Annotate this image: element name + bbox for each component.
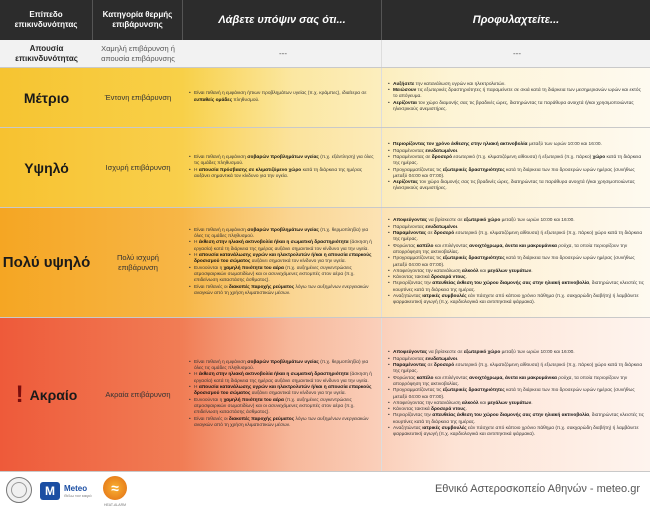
heat-category-cell: Ακραία επιβάρυνση [105,389,171,399]
risk-level-cell: Απουσία επικινδυνότητας [15,43,78,63]
table-row-extreme [0,318,650,472]
protect-cell [382,208,650,317]
note-cell [183,128,382,207]
list-item: • Παραμένοντας σε δροσερό εσωτερικό (π.χ. κλιματιζόμενη αίθουσα) ή εξωτερικό (π.χ. πάρκο) χώρο κατά τη διάρκεια της ημέρας. [388,363,646,376]
exclamation-icon: ! [15,380,24,408]
protect-cell: --- [513,49,521,58]
risk-level-label: Υψηλό [24,159,69,176]
list-item: • Παραμένοντας ενυδατωμένοι. [388,357,646,363]
heat-category-cell: Ισχυρή επιβάρυνση [105,162,171,172]
list-item: • Περιορίζοντας την απευθείας έκθεση του χώρου διαμονής σας στην ηλιακή ακτινοβολία, διατηρώντας κλειστές τις κουρτίνες κατά τη διάρκεια της ημέρας. [388,281,646,294]
header-protect: Προφυλαχτείτε... [382,0,650,40]
list-item: • Περιορίζοντας τον χρόνο έκθεσης στην ηλιακή ακτινοβολία μεταξύ των ωρών 10:00 και 16:00. [388,142,646,148]
list-item: • Παραμένοντας ενυδατωμένοι. [388,149,646,155]
bullet-list [388,350,646,438]
heat-category-cell: Χαμηλή επιβάρυνση ή απουσία επιβάρυνσης [101,43,175,63]
list-item: • Η έκθεση στην ηλιακή ακτινοβολία ή/και η σωματική δραστηριότητα (άσκηση ή εργασία) κατά τη διάρκεια της ημέρας αυξάνει σημαντικά τον κίνδυνο για την υγεία. [189,372,377,385]
header-risk-level: Επίπεδο επικινδυνότητας [0,0,93,40]
bullet-list [189,155,377,180]
list-item: • Παραμένοντας σε δροσερό εσωτερικό (π.χ. κλιματιζόμενη αίθουσα) ή εξωτερικό (π.χ. πάρκο) χώρο κατά τη διάρκεια της ημέρας. [388,231,646,244]
bullet-list [388,142,646,192]
list-item: • Είναι πιθανή η εμφάνιση σοβαρών προβλημάτων υγείας (π.χ. θερμοπληξία) για όλες τις ομάδες πληθυσμού. [189,228,377,241]
list-item: • Ευνοούνται η χαμηλή ποιότητα του αέρα (π.χ. αυξημένες συγκεντρώσεις ατμοσφαιρικών σωματιδίων) και οι ασυνεχόμενες εκπομπές στον αέρα (π.χ. επιδείνωση καταστάσης άσθματος). [189,398,377,417]
protect-cell [382,68,650,127]
list-item: • Αναζητώντας ιατρικές συμβουλές εάν πάσχετε από κάποιο χρόνιο πάθημα (π.χ. σακχαρώδη διαβήτη) ή λαμβάνετε φαρμακευτική αγωγή (π.χ. καρδιολογικά και αντιπηκτικά φάρμακα). [388,294,646,307]
list-item: • Κάνοντας τακτικά δροσερά ντους. [388,275,646,281]
list-item: • Παραμένοντας ενυδατωμένοι. [388,225,646,231]
list-item: • Αναζητώντας ιατρικές συμβουλές εάν πάσχετε από κάποιο χρόνιο πάθημα (π.χ. σακχαρώδη διαβήτη) ή λαμβάνετε φαρμακευτική αγωγή (π.χ. καρδιολογικά και αντιπηκτικά φάρμακα). [388,426,646,439]
list-item: • Είναι πιθανή η εμφάνιση σοβαρών προβλημάτων υγείας (π.χ. θερμοπληξία) για όλες τις ομάδες πληθυσμού. [189,360,377,373]
list-item: • Αερίζοντας τον χώρο διαμονής σας τις βραδινές ώρες, διατηρώντας τα παράθυρα ανοιχτά ή/και χρησιμοποιώντας ηλεκτρικούς ανεμιστήρες. [388,180,646,193]
list-item: • Ευνοούνται η χαμηλή ποιότητα του αέρα (π.χ. αυξημένες συγκεντρώσεις ατμοσφαιρικών σωματιδίων) και οι ασυνεχόμενες εκπομπές στον αέρα (π.χ. επιδείνωση καταστάσης άσθματος). [189,266,377,285]
list-item: • Είναι πιθανές οι διακοπές παροχής ρεύματος λόγω των αυξημένων ενεργειακών αναγκών από τη χρήση κλιματιστικών μέσων. [189,417,377,430]
list-item: • Μειώσουν τις εξωτερικές δραστηριότητες ή παραμείνετε σε σκιά κατά τη διάρκεια των μεσημεριανών ωρών και εκτός το απόγευμα. [388,88,646,101]
table-row-moderate [0,68,650,128]
heat-category-cell: Πολύ ισχυρή επιβάρυνση [117,252,159,272]
protect-cell [382,318,650,471]
list-item: • Φορώντας καπέλο και επιλέγοντας ανοιχτόχρωμα, άνετα και μακρυμάνικα ρούχα, τα οποία περιορίζουν την απορρόφηση της ακτινοβολίας. [388,244,646,257]
list-item: • Φορώντας καπέλο και επιλέγοντας ανοιχτόχρωμα, άνετα και μακρυμάνικα ρούχα, τα οποία περιορίζουν την απορρόφηση της ακτινοβολίας. [388,376,646,389]
list-item: • Η απουσία πρόσβασης σε κλιματιζόμενο χώρο κατά τη διάρκεια της ημέρας αυξάνει σημαντικά τον κίνδυνο για την υγεία. [189,168,377,181]
bullet-list [388,218,646,306]
university-seal-icon [6,477,32,503]
meteo-name: Meteo [64,484,88,493]
meteo-subtitle: Θέλω τον καιρό [64,493,92,498]
list-item: • Προγραμματίζοντας τις εξωτερικές δραστηριότητες κατά τη διάρκεια των πιο δροσερών ωρών ημέρας (συνήθως μεταξύ 04:00 και 07:00). [388,388,646,401]
list-item: • Είναι πιθανή η εμφάνιση σοβαρών προβλημάτων υγείας (π.χ. εξάντληση) για όλες τις ομάδες πληθυσμού. [189,155,377,168]
list-item: • Η έκθεση στην ηλιακή ακτινοβολία ή/και η σωματική δραστηριότητα (άσκηση ή εργασία) κατά τη διάρκεια της ημέρας αυξάνει σημαντικά τον κίνδυνο για την υγεία. [189,240,377,253]
list-item: • Αποφεύγοντας την κατανάλωση αλκοόλ και μεγάλων γευμάτων. [388,401,646,407]
bullet-list [189,91,377,104]
note-cell [183,68,382,127]
table-row-very-high [0,208,650,318]
list-item: • Αερίζονται τον χώρο διαμονής σας τις βραδινές ώρες, διατηρώντας τα παράθυρα ανοιχτά ή/και χρησιμοποιώντας ηλεκτρικούς ανεμιστήρες. [388,101,646,114]
list-item: • Προγραμματίζοντας τις εξωτερικές δραστηριότητες κατά τη διάρκεια των πιο δροσερών ωρών ημέρας (συνήθως μεταξύ 04:00 και 07:00). [388,168,646,181]
list-item: • Αποφεύγοντας να βρίσκεστε σε εξωτερικό χώρο μεταξύ των ωρών 10:00 και 16:00. [388,350,646,356]
note-cell [183,208,382,317]
list-item: • Η απουσία κατανάλωσης υγρών και ηλεκτρολυτών ή/και η απουσία επαρκούς δροσισμού του σώματος αυξάνει σημαντικά τον κίνδυνο για την υγεία. [189,385,377,398]
risk-level-label: Μέτριο [23,89,70,106]
list-item: • Προγραμματίζοντας τις εξωτερικές δραστηριότητες κατά τη διάρκεια των πιο δροσερών ωρών ημέρας (συνήθως μεταξύ 04:00 και 07:00). [388,256,646,269]
table-row-high [0,128,650,208]
bullet-list [189,360,377,429]
header-heat-category: Κατηγορία θερμής επιβάρυνσης [93,0,183,40]
heat-alarm-text: HEAT-ALARM [103,503,127,507]
list-item: • Αυξήσετε την κατανάλωση υγρών και ηλεκτρολυτών. [388,82,646,88]
heat-category-cell: Έντονη επιβάρυνση [104,92,172,102]
list-item: • Είναι πιθανή η εμφάνιση ήπιων προβλημάτων υγείας (π.χ. κράμπες), ιδιαίτερα σε ευπαθείς ομάδες πληθυσμού. [189,91,377,104]
bullet-list [388,82,646,113]
list-item: • Παραμένοντας σε δροσερό εσωτερικό (π.χ. κλιματιζόμενη αίθουσα) ή εξωτερικό (π.χ. πάρκο) χώρο κατά τη διάρκεια της ημέρας. [388,155,646,168]
table-row-no-risk [0,40,650,68]
list-item: • Περιορίζοντας την απευθείας έκθεση του χώρου διαμονής σας στην ηλιακή ακτινοβολία, διατηρώντας κλειστές τις κουρτίνες κατά τη διάρκεια της ημέρας. [388,413,646,426]
meteo-logo-text [64,480,98,502]
list-item: • Αποφεύγοντας να βρίσκεστε σε εξωτερικό χώρο μεταξύ των ωρών 10:00 και 16:00. [388,218,646,224]
bullet-list [189,228,377,297]
protect-cell [382,128,650,207]
list-item: • Η απουσία κατανάλωσης υγρών και ηλεκτρολυτών ή/και η απουσία επαρκούς δροσισμού του σώματος αυξάνει σημαντικά τον κίνδυνο για την υγεία. [189,253,377,266]
note-cell: --- [183,40,382,67]
list-item: • Κάνοντας τακτικά δροσερά ντους. [388,407,646,413]
risk-level-label: Πολύ υψηλό [2,253,91,271]
brand-text[interactable]: Εθνικό Αστεροσκοπείο Αθηνών - meteo.gr [434,483,640,495]
risk-level-text: Ακραίο [29,386,78,403]
header-note: Λάβετε υπόψιν σας ότι... [183,0,382,40]
meteo-logo-icon [40,482,60,500]
table-header [0,0,650,40]
list-item: • Αποφεύγοντας την κατανάλωση αλκοόλ και μεγάλων γευμάτων. [388,269,646,275]
list-item: • Είναι πιθανές οι διακοπές παροχής ρεύματος λόγω των αυξημένων ενεργειακών αναγκών από τη χρήση κλιματιστικών μέσων. [189,285,377,298]
heat-alarm-logo-icon [103,476,127,500]
risk-level-label [16,381,78,409]
note-cell [183,318,382,471]
